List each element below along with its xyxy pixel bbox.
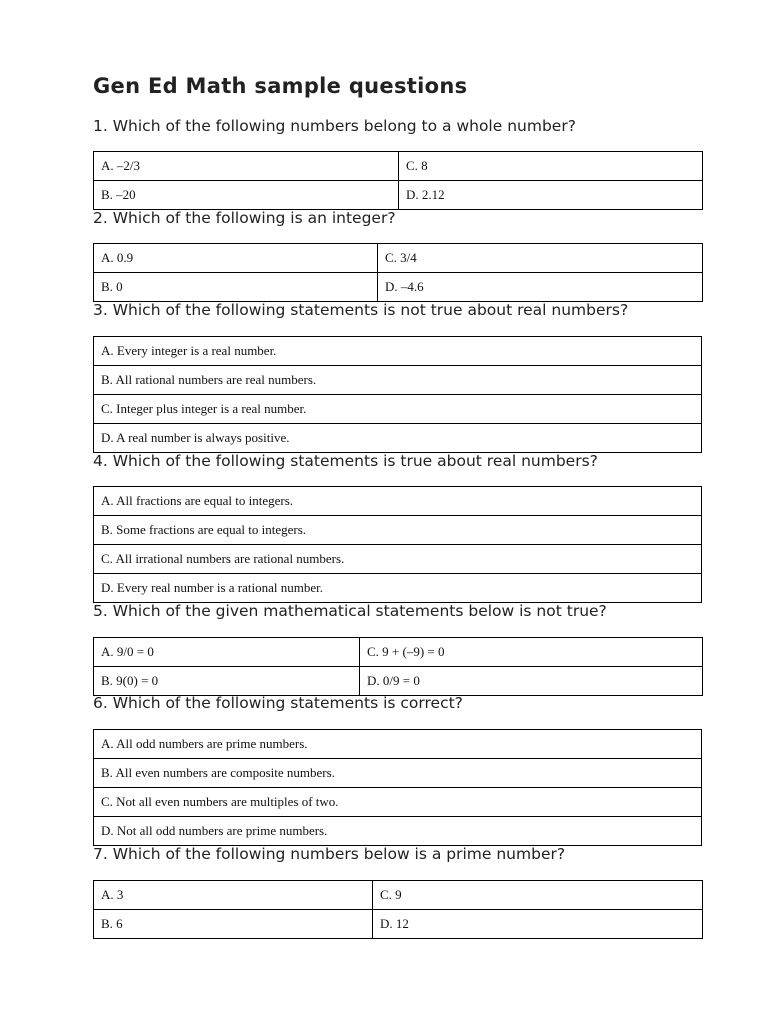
choice-c: C. 8 (399, 152, 703, 181)
question-2-choices (93, 243, 703, 302)
table-row (94, 273, 703, 302)
table-row (94, 337, 702, 366)
choice-c: C. 9 + (–9) = 0 (360, 638, 703, 667)
choice-d: D. Every real number is a rational number. (94, 574, 702, 603)
table-row (94, 366, 702, 395)
choice-a: A. 0.9 (94, 244, 378, 273)
choice-d: D. –4.6 (378, 273, 703, 302)
choice-c: C. Integer plus integer is a real number. (94, 395, 702, 424)
choice-b: B. 9(0) = 0 (94, 667, 360, 696)
table-row (94, 667, 703, 696)
question-6-text: 6. Which of the following statements is correct? (93, 694, 463, 712)
table-row (94, 574, 702, 603)
choice-a: A. All fractions are equal to integers. (94, 487, 702, 516)
table-row (94, 730, 702, 759)
choice-c: C. Not all even numbers are multiples of two. (94, 788, 702, 817)
question-5-text: 5. Which of the given mathematical statements below is not true? (93, 602, 607, 620)
choice-b: B. All rational numbers are real numbers. (94, 366, 702, 395)
table-row (94, 788, 702, 817)
choice-c: C. All irrational numbers are rational numbers. (94, 545, 702, 574)
question-4-text: 4. Which of the following statements is true about real numbers? (93, 452, 598, 470)
choice-b: B. 6 (94, 910, 373, 939)
question-6-choices (93, 729, 702, 846)
table-row (94, 395, 702, 424)
choice-a: A. 9/0 = 0 (94, 638, 360, 667)
question-5-choices (93, 637, 703, 696)
question-7-choices (93, 880, 703, 939)
question-2-text: 2. Which of the following is an integer? (93, 209, 396, 227)
table-row (94, 638, 703, 667)
choice-a: A. –2/3 (94, 152, 399, 181)
table-row (94, 910, 703, 939)
choice-b: B. All even numbers are composite numbers. (94, 759, 702, 788)
table-row (94, 487, 702, 516)
table-row (94, 181, 703, 210)
table-row (94, 881, 703, 910)
choice-a: A. 3 (94, 881, 373, 910)
choice-a: A. All odd numbers are prime numbers. (94, 730, 702, 759)
choice-d: D. A real number is always positive. (94, 424, 702, 453)
question-7-text: 7. Which of the following numbers below is a prime number? (93, 845, 566, 863)
choice-c: C. 3/4 (378, 244, 703, 273)
page-title: Gen Ed Math sample questions (93, 74, 468, 98)
choice-d: D. Not all odd numbers are prime numbers. (94, 817, 702, 846)
choice-c: C. 9 (373, 881, 703, 910)
question-3-text: 3. Which of the following statements is not true about real numbers? (93, 301, 629, 319)
choice-a: A. Every integer is a real number. (94, 337, 702, 366)
table-row (94, 424, 702, 453)
table-row (94, 817, 702, 846)
table-row (94, 545, 702, 574)
question-4-choices (93, 486, 702, 603)
choice-b: B. Some fractions are equal to integers. (94, 516, 702, 545)
table-row (94, 759, 702, 788)
table-row (94, 244, 703, 273)
table-row (94, 516, 702, 545)
question-1-choices (93, 151, 703, 210)
choice-b: B. –20 (94, 181, 399, 210)
table-row (94, 152, 703, 181)
question-3-choices (93, 336, 702, 453)
question-1-text: 1. Which of the following numbers belong to a whole number? (93, 117, 576, 135)
choice-b: B. 0 (94, 273, 378, 302)
choice-d: D. 12 (373, 910, 703, 939)
choice-d: D. 0/9 = 0 (360, 667, 703, 696)
choice-d: D. 2.12 (399, 181, 703, 210)
